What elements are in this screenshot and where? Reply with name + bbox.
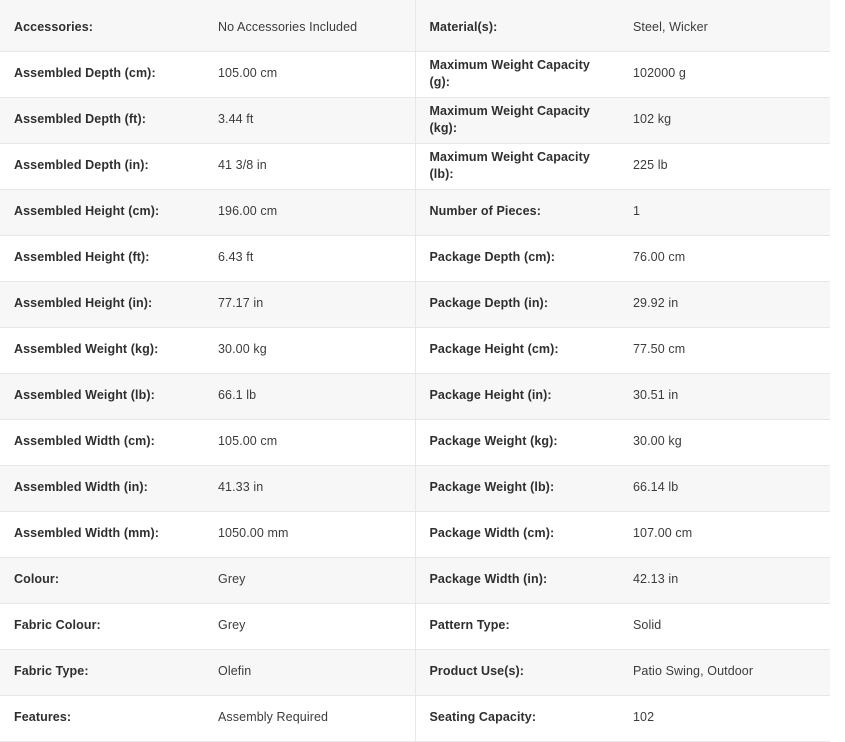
spec-value: 66.14 lb	[619, 465, 830, 511]
spec-value: 1050.00 mm	[204, 511, 415, 557]
spec-value: 3.44 ft	[204, 97, 415, 143]
spec-value: Assembly Required	[204, 695, 415, 741]
spec-label: Package Depth (in):	[415, 281, 619, 327]
spec-value: 30.00 kg	[619, 419, 830, 465]
table-row	[0, 235, 830, 281]
spec-label: Package Width (cm):	[415, 511, 619, 557]
spec-value: Grey	[204, 603, 415, 649]
table-row	[0, 511, 830, 557]
table-row	[0, 695, 830, 741]
spec-label: Maximum Weight Capacity (lb):	[415, 143, 619, 189]
spec-value: 66.1 lb	[204, 373, 415, 419]
spec-value: 102	[619, 695, 830, 741]
spec-value: 30.00 kg	[204, 327, 415, 373]
spec-value: Patio Swing, Outdoor	[619, 649, 830, 695]
spec-label: Product Use(s):	[415, 649, 619, 695]
table-row	[0, 97, 830, 143]
spec-value: 41.33 in	[204, 465, 415, 511]
spec-value: 196.00 cm	[204, 189, 415, 235]
spec-label: Assembled Width (cm):	[0, 419, 204, 465]
spec-label: Assembled Height (ft):	[0, 235, 204, 281]
spec-label: Package Depth (cm):	[415, 235, 619, 281]
table-row	[0, 603, 830, 649]
spec-label: Assembled Weight (kg):	[0, 327, 204, 373]
table-row	[0, 373, 830, 419]
spec-value: 77.17 in	[204, 281, 415, 327]
spec-label: Assembled Height (cm):	[0, 189, 204, 235]
spec-label: Assembled Depth (cm):	[0, 51, 204, 97]
table-row	[0, 281, 830, 327]
spec-value: 105.00 cm	[204, 419, 415, 465]
spec-label: Package Weight (kg):	[415, 419, 619, 465]
spec-label: Fabric Colour:	[0, 603, 204, 649]
spec-value: Solid	[619, 603, 830, 649]
table-row	[0, 189, 830, 235]
spec-label: Assembled Width (mm):	[0, 511, 204, 557]
spec-value: 107.00 cm	[619, 511, 830, 557]
spec-value: 41 3/8 in	[204, 143, 415, 189]
spec-label: Fabric Type:	[0, 649, 204, 695]
spec-label: Package Width (in):	[415, 557, 619, 603]
spec-value: 225 lb	[619, 143, 830, 189]
table-row	[0, 419, 830, 465]
spec-label: Package Height (in):	[415, 373, 619, 419]
table-row	[0, 51, 830, 97]
spec-value: 1	[619, 189, 830, 235]
spec-label: Maximum Weight Capacity (kg):	[415, 97, 619, 143]
spec-value: 6.43 ft	[204, 235, 415, 281]
table-row	[0, 557, 830, 603]
spec-label: Accessories:	[0, 0, 204, 51]
spec-label: Assembled Depth (in):	[0, 143, 204, 189]
table-row	[0, 649, 830, 695]
spec-value: 105.00 cm	[204, 51, 415, 97]
spec-value: Steel, Wicker	[619, 0, 830, 51]
spec-label: Package Weight (lb):	[415, 465, 619, 511]
spec-label: Maximum Weight Capacity (g):	[415, 51, 619, 97]
spec-value: Grey	[204, 557, 415, 603]
spec-value: 42.13 in	[619, 557, 830, 603]
spec-label: Colour:	[0, 557, 204, 603]
table-row	[0, 327, 830, 373]
spec-value: 30.51 in	[619, 373, 830, 419]
table-row	[0, 465, 830, 511]
spec-label: Assembled Weight (lb):	[0, 373, 204, 419]
spec-label: Assembled Width (in):	[0, 465, 204, 511]
spec-label: Assembled Depth (ft):	[0, 97, 204, 143]
table-row	[0, 0, 830, 51]
spec-value: No Accessories Included	[204, 0, 415, 51]
spec-label: Features:	[0, 695, 204, 741]
spec-label: Material(s):	[415, 0, 619, 51]
spec-value: 102 kg	[619, 97, 830, 143]
spec-label: Seating Capacity:	[415, 695, 619, 741]
spec-value: 76.00 cm	[619, 235, 830, 281]
spec-value: 77.50 cm	[619, 327, 830, 373]
table-row	[0, 143, 830, 189]
spec-label: Number of Pieces:	[415, 189, 619, 235]
spec-value: 102000 g	[619, 51, 830, 97]
spec-label: Pattern Type:	[415, 603, 619, 649]
spec-value: 29.92 in	[619, 281, 830, 327]
spec-value: Olefin	[204, 649, 415, 695]
spec-label: Package Height (cm):	[415, 327, 619, 373]
spec-label: Assembled Height (in):	[0, 281, 204, 327]
